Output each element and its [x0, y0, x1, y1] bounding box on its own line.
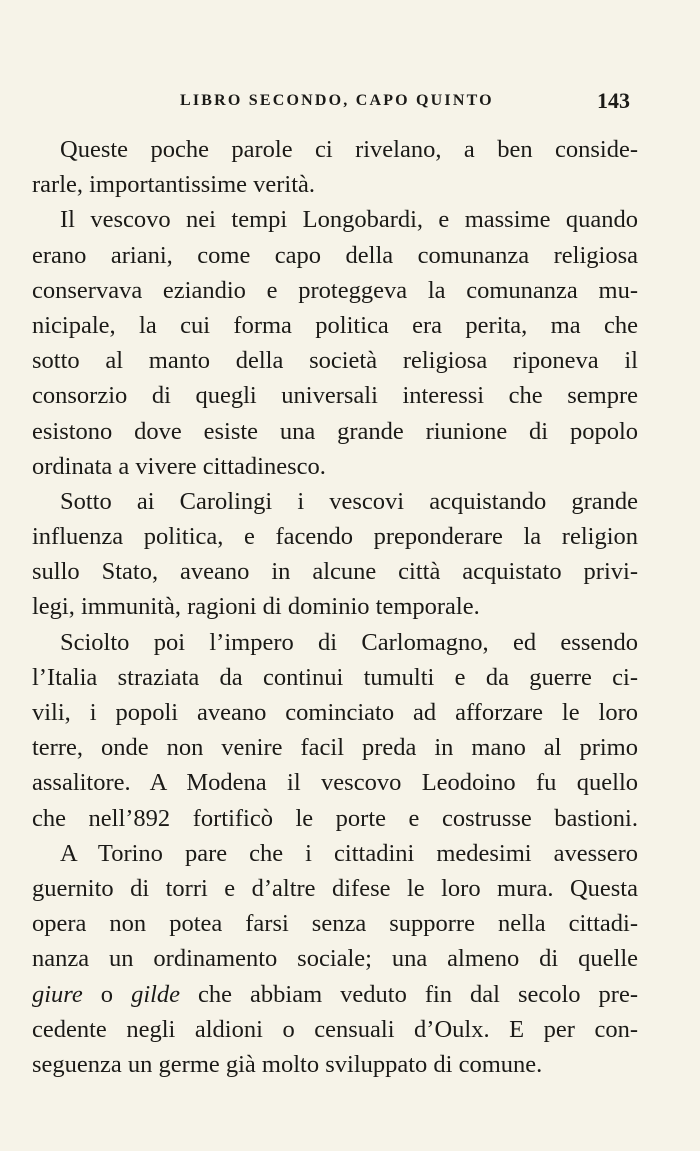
- text-fragment: che abbiam veduto fin dal secolo pre-: [180, 980, 638, 1008]
- text-line: conservava eziandio e proteggeva la comunanza mu-: [32, 276, 638, 304]
- text-line: A Torino pare che i cittadini medesimi avessero: [60, 839, 638, 867]
- text-line: opera non potea farsi senza supporre nella cittadi-: [32, 910, 638, 938]
- text-line: nicipale, la cui forma politica era perita, ma che: [32, 311, 638, 339]
- text-line: vili, i popoli aveano cominciato ad afforzare le loro: [32, 699, 638, 726]
- text-line: sotto al manto della società religiosa riponeva il: [32, 347, 638, 375]
- text-line-with-italics: [32, 977, 638, 1012]
- italic-term: gilde: [131, 980, 181, 1008]
- text-line: legi, immunità, ragioni di dominio temporale.: [32, 593, 480, 621]
- text-line: nanza un ordinamento sociale; una almeno di quelle: [32, 945, 638, 973]
- text-line: Sotto ai Carolingi i vescovi acquistando grande: [60, 487, 638, 515]
- text-line: influenza politica, e facendo preponderare la religion: [32, 523, 638, 551]
- text-line: seguenza un germe già molto sviluppato di comune.: [32, 1050, 543, 1078]
- text-fragment: o: [82, 980, 132, 1008]
- text-line: cedente negli aldioni o censuali d’Oulx. E per con-: [32, 1015, 638, 1043]
- text-line: consorzio di quegli universali interessi che sempre: [32, 382, 638, 410]
- running-head: [0, 88, 700, 122]
- text-line: terre, onde non venire facil preda in mano al primo: [32, 734, 638, 762]
- text-line: ordinata a vivere cittadinesco.: [32, 452, 326, 480]
- text-line: Queste poche parole ci rivelano, a ben conside-: [60, 136, 638, 163]
- text-line: erano ariani, come capo della comunanza religiosa: [32, 241, 638, 269]
- text-line: sullo Stato, aveano in alcune città acquistato privi-: [32, 558, 638, 586]
- text-line: l’Italia straziata da continui tumulti e da guerre ci-: [32, 663, 638, 691]
- text-line: guernito di torri e d’altre difese le loro mura. Questa: [32, 874, 638, 902]
- italic-term: giure: [32, 980, 83, 1008]
- text-line: esistono dove esiste una grande riunione di popolo: [32, 417, 638, 445]
- text-line: rarle, importantissime verità.: [32, 171, 316, 199]
- text-line: Sciolto poi l’impero di Carlomagno, ed essendo: [60, 628, 638, 656]
- text-line: Il vescovo nei tempi Longobardi, e massime quando: [60, 206, 638, 234]
- text-line: assalitore. A Modena il vescovo Leodoino fu quello: [32, 769, 638, 797]
- running-title: LIBRO SECONDO, CAPO QUINTO: [180, 92, 494, 109]
- page-number: 143: [597, 88, 630, 113]
- body-text: [32, 132, 638, 1082]
- text-line: che nell’892 fortificò le porte e costrusse bastioni.: [32, 804, 638, 832]
